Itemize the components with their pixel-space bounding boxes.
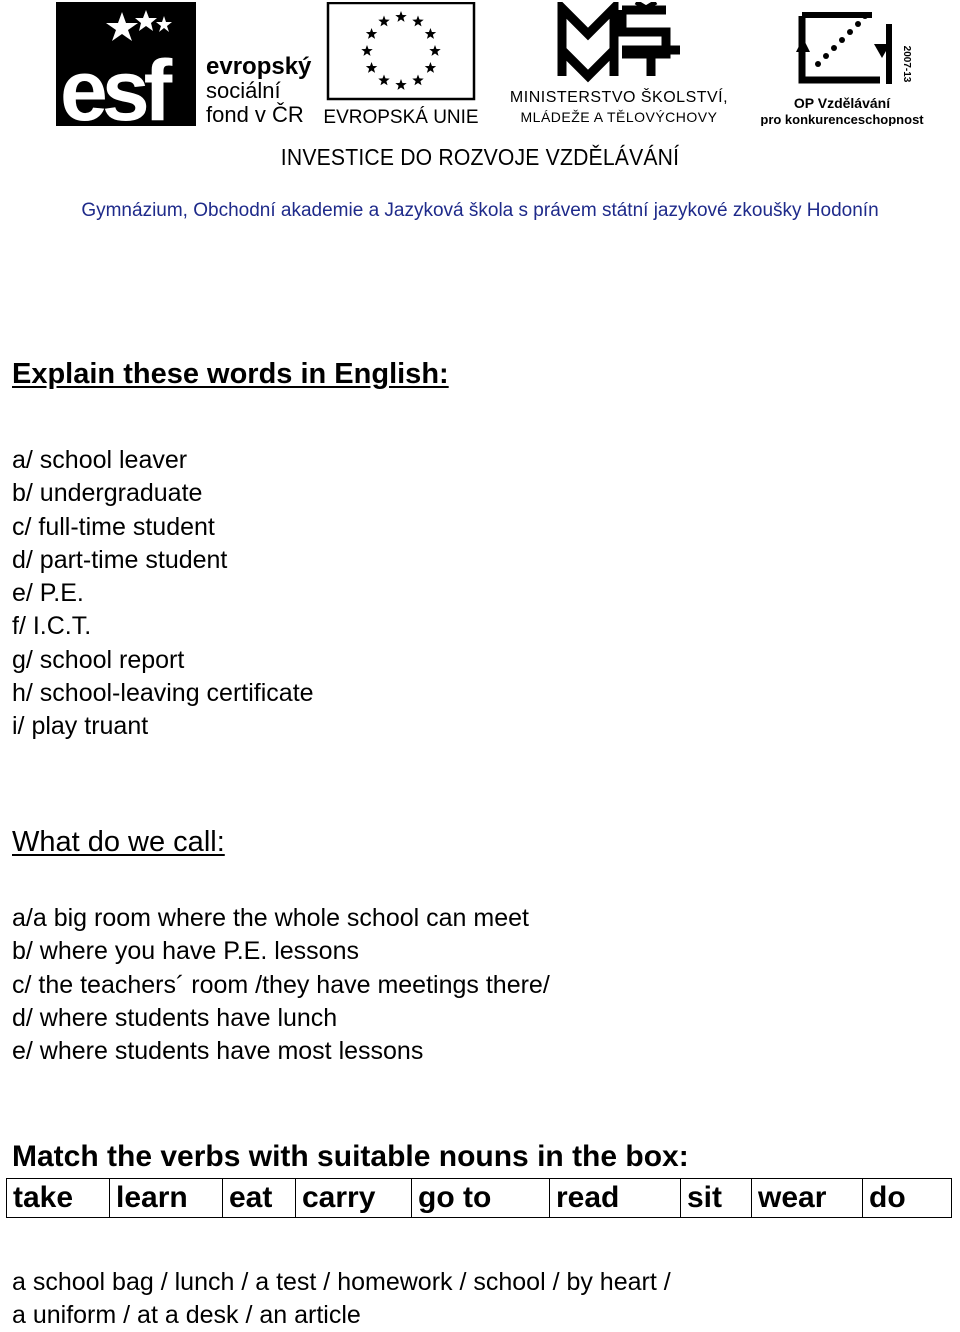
verb-cell: read: [550, 1179, 681, 1218]
list-item: c/ full-time student: [12, 512, 215, 541]
svg-text:2007-13: 2007-13: [901, 45, 912, 83]
list-item: i/ play truant: [12, 712, 149, 741]
nouns-list: [12, 1266, 671, 1332]
verbs-box: [6, 1178, 952, 1218]
section3-title: Match the verbs with suitable nouns in the box:: [12, 1140, 689, 1173]
section1-title: Explain these words in English:: [12, 358, 449, 390]
verb-cell: take: [7, 1179, 110, 1218]
verb-cell: go to: [412, 1179, 550, 1218]
esf-logo: [56, 2, 316, 126]
list-item: a/ school leaver: [12, 446, 188, 474]
verb-cell: eat: [223, 1179, 296, 1218]
verb-cell: learn: [110, 1179, 223, 1218]
msmt-logo: [488, 2, 750, 126]
svg-text:sociální: sociální: [206, 78, 281, 103]
list-item: g/ school report: [12, 645, 185, 674]
list-item: b/ where you have P.E. lessons: [12, 937, 359, 966]
svg-text:evropský: evropský: [206, 53, 312, 80]
verb-cell: wear: [752, 1179, 863, 1218]
list-item: b/ undergraduate: [12, 479, 203, 508]
list-item: h/ school-leaving certificate: [12, 679, 314, 708]
list-item: f/ I.C.T.: [12, 612, 92, 641]
svg-text:pro konkurenceschopnost: pro konkurenceschopnost: [760, 112, 924, 126]
svg-text:OP Vzdělávání: OP Vzdělávání: [793, 95, 891, 111]
list-item: d/ where students have lunch: [12, 1003, 338, 1032]
op-logo: [756, 4, 928, 126]
section2-list: [12, 902, 550, 1068]
list-item: e/ P.E.: [12, 579, 84, 608]
header: [0, 0, 960, 221]
nouns-line: a school bag / lunch / a test / homework / school / by heart /: [12, 1268, 671, 1296]
section2-title: What do we call:: [12, 826, 225, 858]
verb-cell: carry: [296, 1179, 412, 1218]
list-item: a/a big room where the whole school can meet: [12, 904, 529, 932]
svg-text:EVROPSKÁ UNIE: EVROPSKÁ UNIE: [323, 107, 479, 126]
section1-list: [12, 444, 314, 744]
verb-cell: do: [863, 1179, 952, 1218]
nouns-line: a uniform / at a desk / an article: [12, 1301, 361, 1329]
list-item: d/ part-time student: [12, 545, 228, 574]
investice-banner: INVESTICE DO ROZVOJE VZDĚLÁVÁNÍ: [280, 144, 680, 170]
svg-text:esf: esf: [60, 43, 167, 126]
eu-logo: [322, 2, 480, 126]
svg-text:MLÁDEŽE A TĚLOVÝCHOVY: MLÁDEŽE A TĚLOVÝCHOVY: [520, 109, 718, 125]
list-item: c/ the teachers´ room /they have meetings there/: [12, 970, 550, 999]
list-item: e/ where students have most lessons: [12, 1037, 424, 1066]
verb-cell: sit: [681, 1179, 752, 1218]
school-name: Gymnázium, Obchodní akademie a Jazyková škola s právem státní jazykové zkoušky Hodonín: [81, 200, 879, 221]
svg-text:MINISTERSTVO ŠKOLSTVÍ,: MINISTERSTVO ŠKOLSTVÍ,: [509, 89, 729, 106]
svg-text:fond v ČR: fond v ČR: [206, 102, 304, 126]
